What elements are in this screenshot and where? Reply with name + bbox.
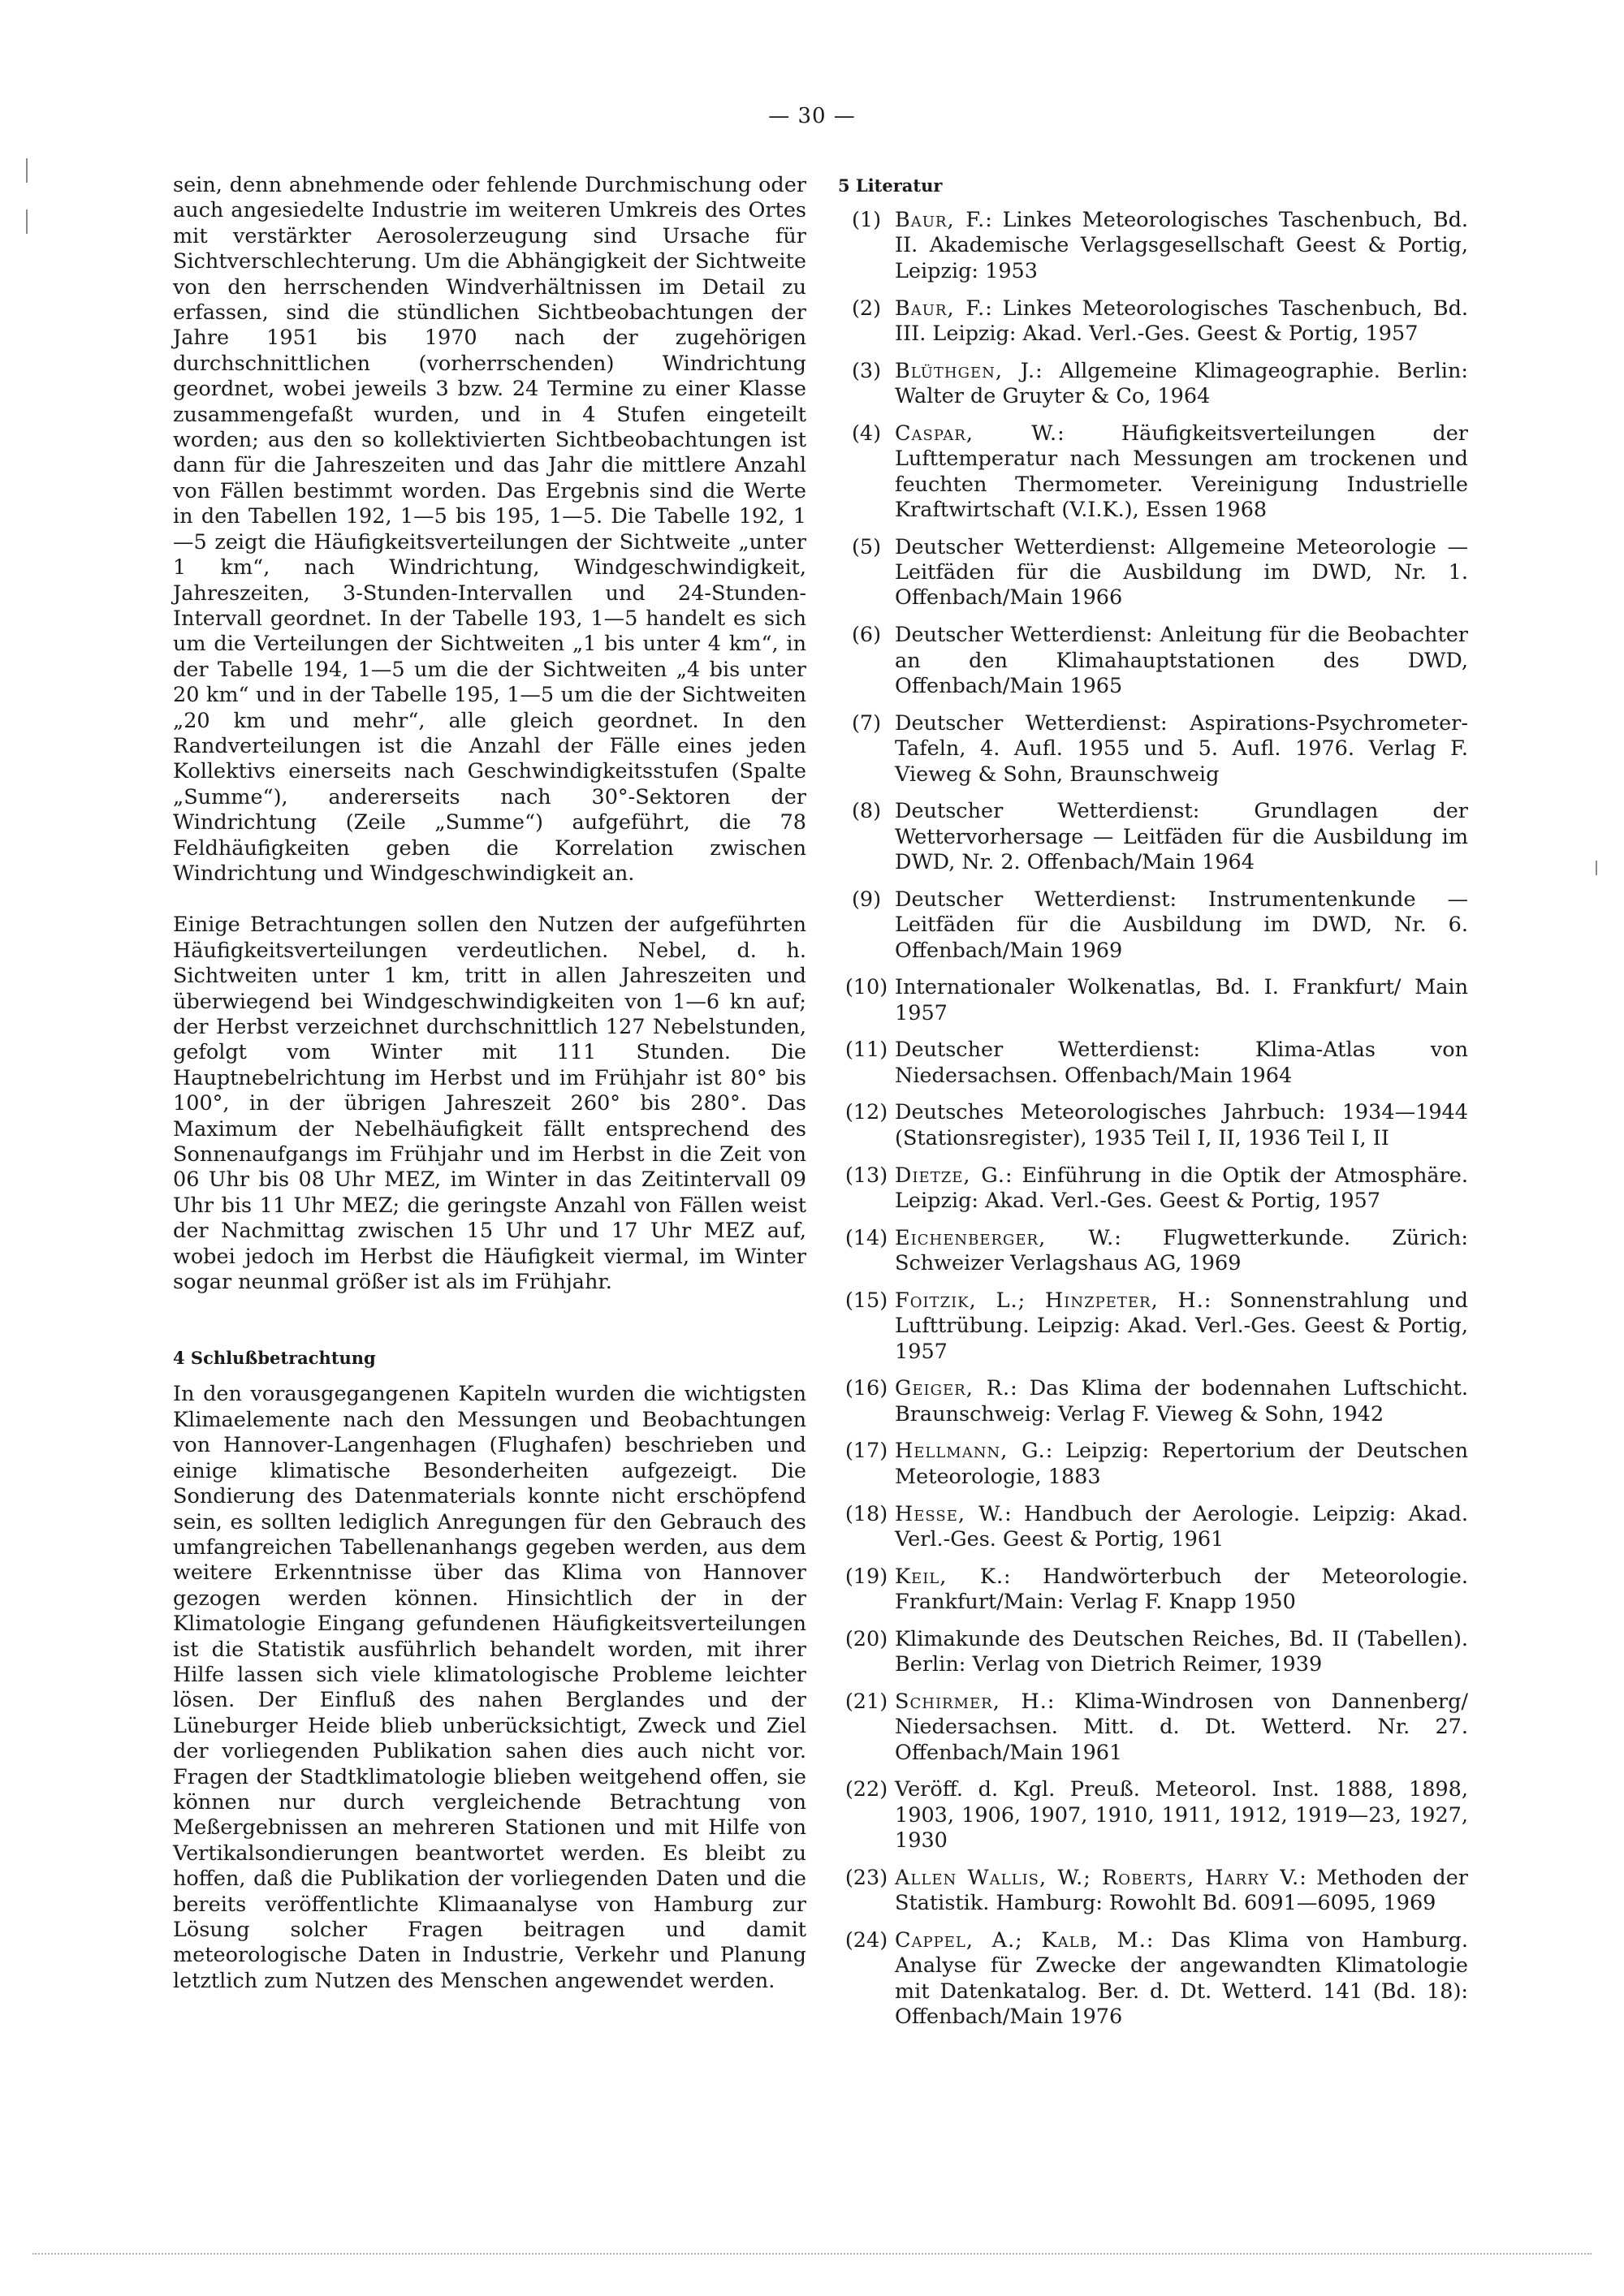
reference-text (895, 1100, 1468, 1151)
reference-author: Cappel, A.; Kalb, M. (895, 1927, 1147, 1953)
reference-list (838, 208, 1468, 2031)
reference-item (838, 799, 1468, 875)
reference-item (838, 1376, 1468, 1427)
reference-item (838, 1439, 1468, 1490)
reference-number: (11) (844, 1038, 888, 1063)
left-column (173, 173, 806, 1994)
reference-item (838, 1038, 1468, 1089)
reference-details: : Linkes Meteorologisches Taschenbuch, Bd. II. Akademische Verlagsgesellschaft Geest & Portig, Leipzig: 1953 (895, 208, 1469, 283)
reference-details: : Einführung in die Optik der Atmosphäre. Leipzig: Akad. Verl.-Ges. Geest & Portig, 1957 (895, 1163, 1468, 1213)
reference-text (895, 1288, 1468, 1365)
scan-bottom-edge (32, 2253, 1592, 2257)
reference-text (895, 1439, 1468, 1490)
reference-number: (1) (851, 208, 882, 232)
reference-text (895, 623, 1468, 699)
reference-number: (16) (844, 1376, 888, 1401)
reference-text (895, 1226, 1468, 1277)
reference-item (838, 887, 1468, 964)
reference-number: (6) (851, 623, 882, 648)
body-paragraph: sein, denn abnehmende oder fehlende Durchmischung oder auch angesiedelte Industrie im weiteren Umkreis des Ortes mit verstärkter Aerosolerzeugung sind Ursache für Sichtverschlechterung. Um die Abhängigkeit der Sichtweite von den herrschenden Windverhältnissen im Detail zu erfassen, sind die stündlichen Sichtbeobachtungen der Jahre 1951 bis 1970 nach der zugehörigen durchschnittlichen (vorherrschenden) Windrichtung geordnet, wobei jeweils 3 bzw. 24 Termine zu einer Klasse zusammengefaßt wurden, und in 4 Stufen eingeteilt worden; aus den so kollektivierten Sichtbeobachtungen ist dann für die Jahreszeiten und das Jahr die mittlere Anzahl von Fällen bestimmt worden. Das Ergebnis sind die Werte in den Tabellen 192, 1—5 bis 195, 1—5. Die Tabelle 192, 1—5 zeigt die Häufigkeitsverteilungen der Sichtweite „unter 1 km“, nach Windrichtung, Windgeschwindigkeit, Jahreszeiten, 3-Stunden-Intervallen und 24-Stunden-Intervall geordnet. In der Tabelle 193, 1—5 handelt es sich um die Verteilungen der Sichtweiten „1 bis unter 4 km“, in der Tabelle 194, 1—5 um die der Sichtweiten „4 bis unter 20 km“ und in der Tabelle 195, 1—5 um die der Sichtweiten „20 km und mehr“, alle gleich geordnet. In den Randverteilungen ist die Anzahl der Fälle eines jeden Kollektivs einerseits nach Geschwindigkeitsstufen (Spalte „Summe“), andererseits nach 30°-Sektoren der Windrichtung (Zeile „Summe“) aufgeführt, die 78 Feldhäufigkeiten geben die Korrelation zwischen Windrichtung und Windgeschwindigkeit an. (173, 173, 806, 886)
reference-number: (9) (851, 887, 882, 912)
reference-author: Schirmer, H. (895, 1689, 1047, 1714)
reference-details: : Allgemeine Klimageographie. Berlin: Walter de Gruyter & Co, 1964 (895, 358, 1468, 409)
reference-number: (2) (851, 296, 882, 321)
reference-author: Baur, F. (895, 296, 986, 321)
reference-number: (23) (844, 1865, 888, 1890)
reference-author: Baur, F. (895, 208, 986, 232)
reference-text (895, 975, 1468, 1026)
reference-details: : Methoden der Statistik. Hamburg: Rowohlt Bd. 6091—6095, 1969 (895, 1865, 1469, 1916)
reference-details: Deutscher Wetterdienst: Anleitung für die Beobachter an den Klimahauptstationen des DWD, Offenbach/Main 1965 (895, 623, 1468, 698)
reference-details: : Sonnenstrahlung und Lufttrübung. Leipzig: Akad. Verl.-Ges. Geest & Portig, 1957 (895, 1288, 1468, 1364)
reference-number: (14) (844, 1225, 888, 1250)
reference-number: (3) (851, 358, 882, 383)
reference-number: (20) (844, 1626, 888, 1651)
reference-author: Hesse, W. (895, 1501, 1005, 1526)
reference-text (895, 296, 1468, 347)
reference-details: Deutscher Wetterdienst: Klima-Atlas von Niedersachsen. Offenbach/Main 1964 (895, 1038, 1468, 1088)
reference-author: Allen Wallis, W.; Roberts, Harry V. (895, 1865, 1300, 1890)
reference-author: Caspar, W. (895, 421, 1058, 446)
reference-item (838, 1564, 1468, 1616)
reference-author: Foitzik, L.; Hinzpeter, H. (895, 1288, 1204, 1313)
reference-details: Veröff. d. Kgl. Preuß. Meteorol. Inst. 1888, 1898, 1903, 1906, 1907, 1910, 1911, 1912, 1919—23, 1927, 1930 (895, 1777, 1468, 1854)
reference-text (895, 1038, 1468, 1089)
reference-item (838, 1288, 1468, 1365)
reference-text (895, 1928, 1468, 2031)
reference-text (895, 1627, 1468, 1678)
reference-text (895, 1376, 1468, 1427)
right-column (838, 173, 1468, 2042)
reference-text (895, 1502, 1468, 1553)
reference-author: Hellmann, G. (895, 1439, 1046, 1464)
reference-number: (21) (844, 1689, 888, 1714)
reference-number: (13) (844, 1163, 888, 1188)
reference-item (838, 1627, 1468, 1678)
reference-number: (10) (844, 975, 888, 1000)
reference-author: Keil, K. (895, 1564, 1004, 1589)
reference-author: Geiger, R. (895, 1376, 1011, 1401)
reference-details: Deutsches Meteorologisches Jahrbuch: 1934—1944 (Stationsregister), 1935 Teil I, II, 1936 Teil I, II (895, 1100, 1468, 1150)
reference-details: Klimakunde des Deutschen Reiches, Bd. II (Tabellen). Berlin: Verlag von Dietrich Reimer, 1939 (895, 1626, 1468, 1677)
reference-item (838, 359, 1468, 410)
reference-details: : Linkes Meteorologisches Taschenbuch, Bd. III. Leipzig: Akad. Verl.-Ges. Geest & Portig, 1957 (895, 296, 1469, 346)
reference-details: : Das Klima der bodennahen Luftschicht. Braunschweig: Verlag F. Vieweg & Sohn, 1942 (895, 1376, 1468, 1426)
reference-item (838, 1163, 1468, 1215)
reference-author: Eichenberger, W. (895, 1225, 1115, 1250)
body-paragraph: In den vorausgegangenen Kapiteln wurden die wichtigsten Klimaelemente nach den Messungen und Beobachtungen von Hannover-Langenhagen (Flughafen) beschrieben und einige klimatische Besonderheiten aufgezeigt. Die Sondierung des Datenmaterials konnte nicht erschöpfend sein, es sollten lediglich Anregungen für den Gebrauch des umfangreichen Tabellenanhangs gegeben werden, aus dem weitere Erkenntnisse über das Klima von Hannover gezogen werden können. Hinsichtlich der in der Klimatologie Eingang gefundenen Häufigkeitsverteilungen ist die Statistik ausführlich behandelt worden, mit ihrer Hilfe lassen sich viele klimatologische Probleme leichter lösen. Der Einfluß des nahen Berglandes und der Lüneburger Heide blieb unberücksichtigt, Zweck und Ziel der vorliegenden Publikation sahen dies auch nicht vor. Fragen der Stadtklimatologie blieben weitgehend offen, sie können nur durch vergleichende Betrachtung von Meßergebnissen an mehreren Stationen und mit Hilfe von Vertikalsondierungen beantwortet werden. Es bleibt zu hoffen, daß die Publikation der vorliegenden Daten und die bereits veröffentlichte Klimaanalyse von Hamburg zur Lösung solcher Fragen beitragen und damit meteorologische Daten in Industrie, Verkehr und Planung letztlich zum Nutzen des Menschen angewendet werden. (173, 1382, 806, 1993)
reference-item (838, 1690, 1468, 1766)
reference-text (895, 1866, 1468, 1917)
reference-item (838, 711, 1468, 788)
section-heading-conclusion: 4 Schlußbetrachtung (173, 1348, 376, 1369)
reference-item (838, 296, 1468, 347)
reference-details: : Handwörterbuch der Meteorologie. Frankfurt/Main: Verlag F. Knapp 1950 (895, 1564, 1468, 1615)
reference-text (895, 1163, 1468, 1215)
reference-number: (5) (851, 534, 882, 559)
reference-number: (17) (844, 1439, 888, 1464)
reference-details: : Das Klima von Hamburg. Analyse für Zwecke der angewandten Klimatologie mit Datenkatalog. Ber. d. Dt. Wetterd. 141 (Bd. 18): Offenbach/Main 1976 (895, 1927, 1468, 2030)
reference-text (895, 711, 1468, 788)
reference-item (838, 1777, 1468, 1854)
reference-item (838, 1928, 1468, 2031)
page-number: — 30 — (768, 104, 856, 128)
reference-item (838, 1100, 1468, 1151)
reference-details: Deutscher Wetterdienst: Aspirations-Psychrometer-Tafeln, 4. Aufl. 1955 und 5. Aufl. 1976. Verlag F. Vieweg & Sohn, Braunschweig (895, 710, 1468, 787)
reference-text (895, 1564, 1468, 1616)
scan-margin-mark (26, 158, 28, 183)
reference-item (838, 535, 1468, 611)
reference-text (895, 1777, 1468, 1854)
body-paragraph: Einige Betrachtungen sollen den Nutzen der aufgeführten Häufigkeitsverteilungen verdeutlichen. Nebel, d. h. Sichtweiten unter 1 km, tritt in allen Jahreszeiten und überwiegend bei Windgeschwindigkeiten von 1—6 kn auf; der Herbst verzeichnet durchschnittlich 127 Nebelstunden, gefolgt vom Winter mit 111 Stunden. Die Hauptnebelrichtung im Herbst und im Frühjahr ist 80° bis 100°, in der übrigen Jahreszeit 260° bis 280°. Das Maximum der Nebelhäufigkeit fällt entsprechend des Sonnenaufgangs im Frühjahr und im Herbst in die Zeit von 06 Uhr bis 08 Uhr MEZ, im Winter in das Zeitintervall 09 Uhr bis 11 Uhr MEZ; die geringste Anzahl von Fällen weist der Nachmittag zwischen 15 Uhr und 17 Uhr MEZ auf, wobei jedoch im Herbst die Häufigkeit viermal, im Winter sogar neunmal größer ist als im Frühjahr. (173, 913, 806, 1295)
reference-number: (7) (851, 710, 882, 736)
reference-details: : Handbuch der Aerologie. Leipzig: Akad. Verl.-Ges. Geest & Portig, 1961 (895, 1501, 1468, 1552)
reference-item (838, 421, 1468, 524)
reference-details: : Flugwetterkunde. Zürich: Schweizer Verlagshaus AG, 1969 (895, 1225, 1468, 1276)
reference-item (838, 208, 1468, 284)
reference-details: : Häufigkeitsverteilungen der Lufttemperatur nach Messungen am trockenen und feuchten Thermometer. Vereinigung Industrielle Kraftwirtschaft (V.I.K.), Essen 1968 (895, 421, 1468, 522)
reference-item (838, 1502, 1468, 1553)
reference-text (895, 1690, 1468, 1766)
reference-number: (24) (844, 1927, 888, 1953)
reference-number: (8) (851, 799, 882, 824)
reference-text (895, 887, 1468, 964)
reference-details: Deutscher Wetterdienst: Grundlagen der Wettervorhersage — Leitfäden für die Ausbildung im DWD, Nr. 2. Offenbach/Main 1964 (895, 799, 1468, 875)
scan-margin-mark (1596, 861, 1597, 875)
reference-details: Deutscher Wetterdienst: Instrumentenkunde — Leitfäden für die Ausbildung im DWD, Nr. 6. Offenbach/Main 1969 (895, 887, 1468, 963)
reference-details: : Leipzig: Repertorium der Deutschen Meteorologie, 1883 (895, 1439, 1468, 1489)
reference-item (838, 1866, 1468, 1917)
reference-item (838, 623, 1468, 699)
reference-details: Internationaler Wolkenatlas, Bd. I. Frankfurt/ Main 1957 (895, 975, 1468, 1025)
reference-text (895, 421, 1468, 524)
reference-author: Dietze, G. (895, 1163, 1005, 1188)
reference-text (895, 359, 1468, 410)
scan-margin-mark (26, 209, 28, 234)
reference-text (895, 535, 1468, 611)
reference-number: (18) (844, 1501, 888, 1526)
reference-item (838, 1226, 1468, 1277)
section-heading-literature: 5 Literatur (838, 175, 943, 196)
reference-text (895, 208, 1468, 284)
reference-number: (19) (844, 1564, 888, 1589)
reference-details: Deutscher Wetterdienst: Allgemeine Meteorologie — Leitfäden für die Ausbildung im DWD, Nr. 1. Offenbach/Main 1966 (895, 534, 1468, 611)
reference-author: Blüthgen, J. (895, 358, 1036, 383)
reference-details: : Klima-Windrosen von Dannenberg/ Niedersachsen. Mitt. d. Dt. Wetterd. Nr. 27. Offenbach/Main 1961 (895, 1689, 1469, 1765)
reference-item (838, 975, 1468, 1026)
reference-number: (4) (851, 421, 882, 446)
reference-number: (22) (844, 1777, 888, 1802)
reference-text (895, 799, 1468, 875)
reference-number: (15) (844, 1288, 888, 1313)
reference-number: (12) (844, 1100, 888, 1125)
